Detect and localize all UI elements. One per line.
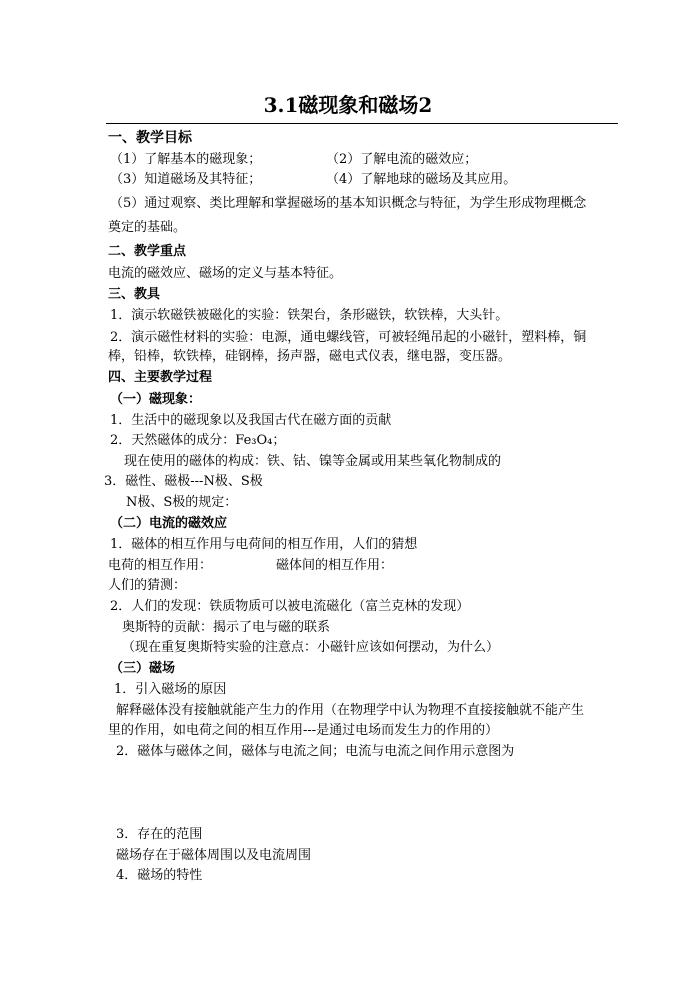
goal-5-line-2: 奠定的基础。 [108, 220, 187, 235]
part-2-charge-interaction: 电荷的相互作用： [108, 558, 213, 573]
section-heading-key-points: 二、教学重点 [108, 244, 187, 259]
goal-2: （2）了解电流的磁效应； [326, 152, 478, 167]
goal-1: （1）了解基本的磁现象； [110, 152, 262, 167]
part-3-item-3-sub: 磁场存在于磁体周围以及电流周围 [116, 848, 312, 863]
document-title: 3.1磁现象和磁场2 [263, 93, 433, 117]
part-2-note: （现在重复奥斯特实验的注意点：小磁针应该如何摆动，为什么） [122, 640, 500, 655]
section-heading-equipment: 三、教具 [108, 287, 161, 302]
equipment-item-2-line-1: 2．演示磁性材料的实验：电源，通电螺线管，可被轻绳吊起的小磁针，塑料棒，铜 [110, 330, 587, 345]
part-3-item-2: 2．磁体与磁体之间，磁体与电流之间；电流与电流之间作用示意图为 [116, 744, 515, 759]
section-heading-goals: 一、教学目标 [108, 130, 192, 146]
goal-5-line-1: （5）通过观察、类比理解和掌握磁场的基本知识概念与特征，为学生形成物理概念 [110, 196, 587, 211]
part-1-heading: （一）磁现象： [110, 392, 202, 407]
title-underline [106, 123, 618, 124]
part-2-oersted: 奥斯特的贡献：揭示了电与磁的联系 [122, 620, 331, 635]
part-1-item-2-sub: 现在使用的磁体的构成：铁、钴、镍等金属或用某些氧化物制成的 [124, 454, 502, 469]
part-3-item-1-line-2: 里的作用，如电荷之间的相互作用---是通过电场而发生力的作用的） [108, 723, 499, 738]
part-1-item-1: 1．生活中的磁现象以及我国古代在磁方面的贡献 [110, 413, 392, 428]
part-3-item-4: 4．磁场的特性 [116, 868, 203, 883]
part-3-item-1-line-1: 解释磁体没有接触就能产生力的作用（在物理学中认为物理不直接接触就不能产生 [116, 703, 585, 718]
part-1-item-3: 3．磁性、磁极---N极、S极 [104, 474, 263, 489]
goal-4: （4）了解地球的磁场及其应用。 [326, 172, 517, 187]
part-1-item-2: 2．天然磁体的成分：Fe₃O₄； [110, 433, 286, 448]
part-2-magnet-interaction: 磁体间的相互作用： [276, 558, 394, 573]
part-3-item-1: 1．引入磁场的原因 [114, 682, 227, 697]
part-2-heading: （二）电流的磁效应 [110, 516, 228, 531]
key-points-text: 电流的磁效应、磁场的定义与基本特征。 [108, 266, 343, 281]
section-heading-process: 四、主要教学过程 [108, 370, 213, 385]
equipment-item-2-line-2: 棒，铅棒，软铁棒，硅钢棒，扬声器，磁电式仪表，继电器，变压器。 [108, 349, 512, 364]
part-2-guess: 人们的猜测： [108, 578, 187, 593]
part-2-item-1: 1．磁体的相互作用与电荷间的相互作用，人们的猜想 [110, 537, 418, 552]
goal-3: （3）知道磁场及其特征； [110, 172, 262, 187]
part-1-item-3-sub: N极、S极的规定： [126, 495, 238, 510]
part-3-heading: （三）磁场 [110, 661, 176, 676]
part-2-item-2: 2．人们的发现：铁质物质可以被电流磁化（富兰克林的发现） [110, 599, 470, 614]
equipment-item-1: 1．演示软磁铁被磁化的实验：铁架台，条形磁铁，软铁棒，大头针。 [110, 308, 509, 323]
part-3-item-3: 3．存在的范围 [116, 827, 203, 842]
